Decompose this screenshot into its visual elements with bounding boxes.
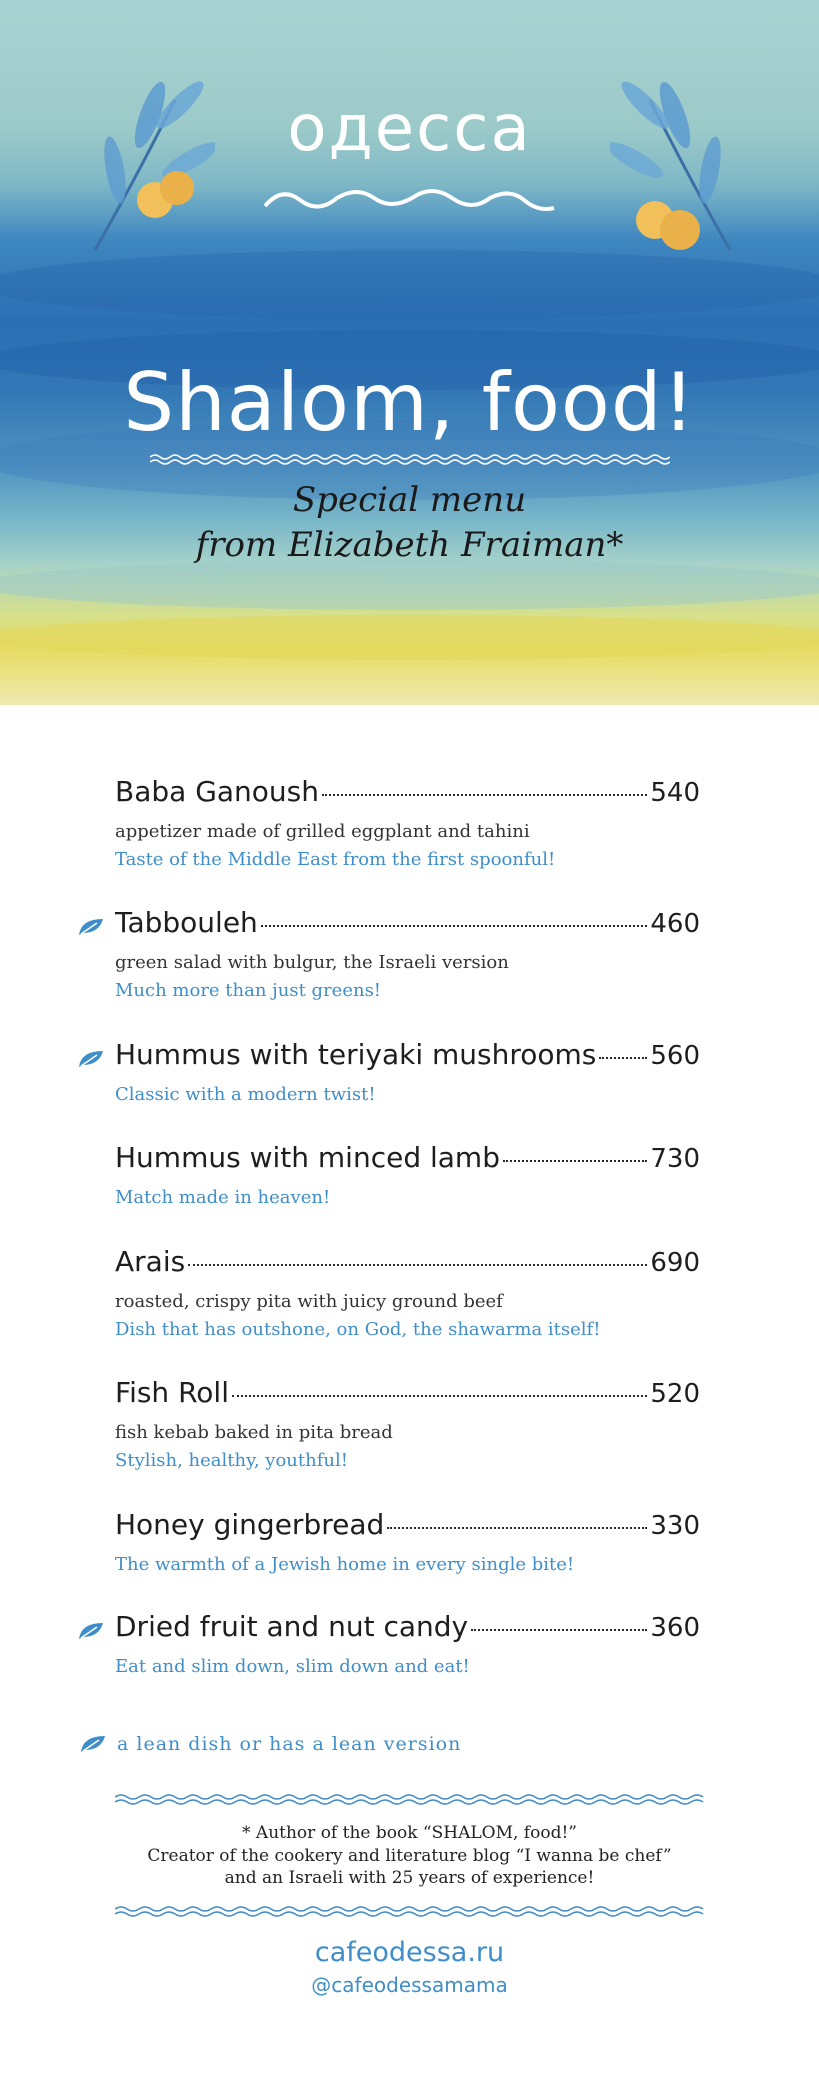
leader-dots — [387, 1527, 647, 1529]
item-name: Tabbouleh — [115, 906, 258, 939]
item-tagline: Match made in heaven! — [115, 1187, 331, 1208]
title-underline-wave — [150, 453, 670, 465]
item-tagline: Taste of the Middle East from the first spoonful! — [115, 849, 556, 870]
footnote-line-2: Creator of the cookery and literature blog “I wanna be chef” — [147, 1846, 672, 1866]
item-price: 730 — [650, 1144, 700, 1174]
subtitle-line-2: from Elizabeth Fraiman* — [195, 525, 624, 565]
leaf-icon — [79, 1734, 107, 1754]
hero-banner — [0, 0, 819, 705]
item-name: Hummus with teriyaki mushrooms — [115, 1038, 597, 1071]
item-name: Dried fruit and nut candy — [115, 1610, 469, 1643]
lean-legend: a lean dish or has a lean version — [117, 1733, 462, 1755]
item-tagline: Stylish, healthy, youthful! — [115, 1450, 348, 1471]
menu-item — [115, 1610, 700, 1678]
item-tagline: The warmth of a Jewish home in every single bite! — [115, 1554, 575, 1575]
footnote-line-1: * Author of the book “SHALOM, food!” — [242, 1823, 577, 1843]
leader-dots — [232, 1395, 647, 1397]
menu-item — [115, 1038, 700, 1106]
item-tagline: Eat and slim down, slim down and eat! — [115, 1656, 470, 1677]
subtitle-line-1: Special menu — [292, 480, 527, 520]
menu-item — [115, 906, 700, 1002]
instagram-handle[interactable]: @cafeodessamama — [311, 1973, 508, 1997]
item-price: 330 — [650, 1511, 700, 1541]
menu-item — [115, 775, 700, 871]
logo-wave-icon — [262, 176, 557, 216]
leader-dots — [599, 1057, 647, 1059]
leader-dots — [471, 1629, 647, 1631]
menu-title: Shalom, food! — [123, 356, 696, 449]
menu-item — [115, 1376, 700, 1472]
leaf-icon — [77, 1621, 105, 1641]
item-description: roasted, crispy pita with juicy ground beef — [115, 1291, 503, 1312]
item-price: 540 — [650, 778, 700, 808]
leader-dots — [503, 1160, 647, 1162]
item-description: fish kebab baked in pita bread — [115, 1422, 393, 1443]
leader-dots — [188, 1264, 647, 1266]
item-price: 560 — [650, 1041, 700, 1071]
item-name: Arais — [115, 1245, 186, 1278]
item-name: Baba Ganoush — [115, 775, 320, 808]
item-name: Hummus with minced lamb — [115, 1141, 500, 1174]
item-price: 460 — [650, 909, 700, 939]
menu-item — [115, 1141, 700, 1209]
divider-wave — [115, 1905, 705, 1917]
item-name: Fish Roll — [115, 1376, 229, 1409]
item-tagline: Dish that has outshone, on God, the shawarma itself! — [115, 1319, 601, 1340]
item-tagline: Classic with a modern twist! — [115, 1084, 376, 1105]
footnote-line-3: and an Israeli with 25 years of experience! — [224, 1868, 595, 1888]
item-price: 690 — [650, 1248, 700, 1278]
item-tagline: Much more than just greens! — [115, 980, 382, 1001]
leader-dots — [322, 794, 647, 796]
leaf-icon — [77, 917, 105, 937]
leader-dots — [261, 925, 648, 927]
divider-wave — [115, 1793, 705, 1805]
website-link[interactable]: cafeodessa.ru — [314, 1937, 505, 1968]
menu-item — [115, 1245, 700, 1341]
leaf-icon — [77, 1049, 105, 1069]
menu-item — [115, 1508, 700, 1576]
item-name: Honey gingerbread — [115, 1508, 385, 1541]
item-price: 360 — [650, 1613, 700, 1643]
item-description: green salad with bulgur, the Israeli version — [115, 952, 509, 973]
logo-text: одесса — [287, 92, 532, 166]
item-price: 520 — [650, 1379, 700, 1409]
item-description: appetizer made of grilled eggplant and tahini — [115, 821, 530, 842]
